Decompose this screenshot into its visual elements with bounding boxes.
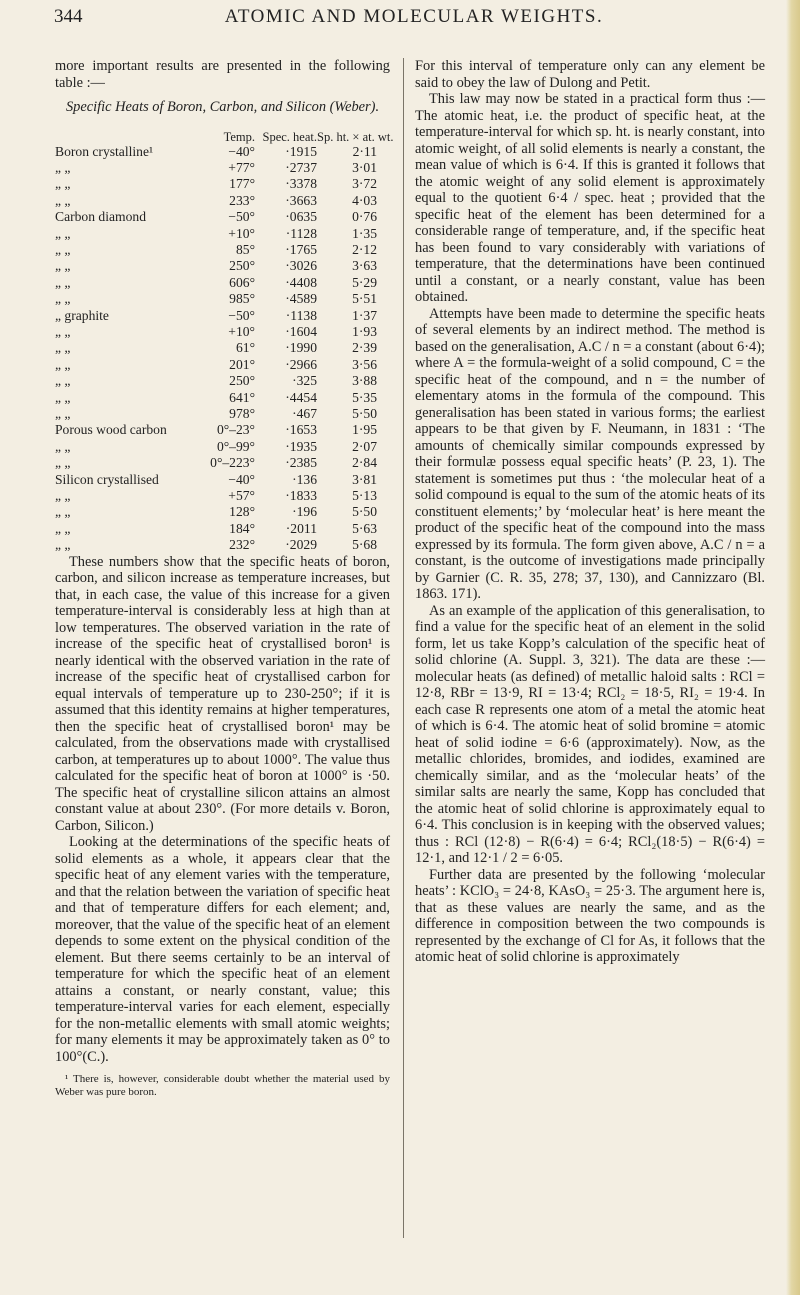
table-row (55, 193, 390, 209)
table-cell: 1·95 (352, 422, 377, 438)
table-cell: 606° (229, 274, 255, 290)
table-row (55, 209, 390, 225)
table-cell: ·1604 (285, 323, 317, 339)
table-cell: „ „ (55, 537, 71, 553)
footnote: ¹ There is, however, considerable doubt whether the material used by Weber was pure boron. (55, 1073, 390, 1098)
table-cell: Carbon diamond (55, 209, 146, 225)
table-cell: ·1765 (285, 241, 317, 257)
table-cell: Porous wood carbon (55, 422, 167, 438)
table-cell: +57° (228, 488, 255, 504)
table-cell: 641° (229, 389, 255, 405)
paragraph: Further data are presented by the following ‘molecular heats’ : KClO₃ = 24·8, KAsO₃ = 25·3. The argument here is, that as these values are nearly the same, and as the difference in composition between the two compounds is represented by the exchange of Cl for As, it follows that the atomic heat of solid chlorine is approximately (415, 866, 765, 965)
table-cell: 1·93 (352, 323, 377, 339)
table-cell: ·3378 (285, 176, 317, 192)
intro-text: more important results are presented in the following table :— (55, 58, 390, 91)
table-cell: +77° (228, 159, 255, 175)
table-cell: 5·13 (352, 488, 377, 504)
table-cell: 3·81 (352, 471, 377, 487)
table-cell: 5·50 (352, 504, 377, 520)
table-row (55, 324, 390, 340)
table-cell: 232° (229, 537, 255, 553)
table-cell: Silicon crystallised (55, 471, 159, 487)
table-cell: „ „ (55, 520, 71, 536)
page-edge (786, 0, 800, 1295)
table-cell: ·325 (292, 373, 317, 389)
table-cell: ·196 (292, 504, 317, 520)
table-cell: +10° (228, 323, 255, 339)
table-cell: 3·01 (352, 159, 377, 175)
table-cell: „ „ (55, 488, 71, 504)
table-cell: 201° (229, 356, 255, 372)
table-cell: 3·88 (352, 373, 377, 389)
table-caption: Specific Heats of Boron, Carbon, and Silicon (Weber). (65, 99, 380, 115)
paragraph: This law may now be stated in a practical form thus :—The atomic heat, i.e. the product of specific heat, at the temperature-interval for which sp. ht. is nearly constant, into atomic weight, of all solid elements is nearly a constant, the mean value of which is 6·4. If this is granted it follows that the atomic weight of any solid element is approximately equal to the quotient 6·4 / spec. heat ; provided that the specific heat of the element has been determined for a considerable range of temperature, and, if the specific heat has been found to vary considerably with variations of temperature, that the determinations have been continued until a constant, or a nearly constant, value has been obtained. (415, 91, 765, 305)
table-cell: ·3663 (285, 192, 317, 208)
table-row (55, 406, 390, 422)
table-cell: 177° (229, 176, 255, 192)
table-cell: „ „ (55, 241, 71, 257)
table-cell: „ „ (55, 406, 71, 421)
table-cell: 2·39 (352, 340, 377, 356)
table-cell: ·1915 (285, 143, 317, 159)
table-row (55, 291, 390, 307)
left-column (55, 58, 394, 1098)
table-cell: 0°–99° (216, 438, 255, 454)
table-row (55, 373, 390, 389)
table-cell: ·2385 (285, 455, 317, 471)
table-cell: −50° (228, 209, 255, 225)
table-cell: 0°–23° (216, 422, 255, 438)
table-cell: „ „ (55, 389, 71, 405)
table-cell: „ „ (55, 438, 71, 454)
table-cell: „ „ (55, 192, 71, 208)
table-cell: 3·63 (352, 258, 377, 274)
table-row (55, 176, 390, 192)
paragraph: As an example of the application of this generalisation, to find a value for the specific heat of an element in the solid form, let us take Kopp’s calculation of the specific heat of solid chlorine (A. Suppl. 3, 321). The data are these :— molecular heats (as defined) of metallic haloid salts : RCl = 12·8, RBr = 13·9, RI = 13·4; RCl₂ = 18·5, RI₂ = 19·4. In each case R represents one atom of a metal the atomic heat of which is 6·4. The atomic heat of solid bromine = atomic heat of solid iodine = 6·6 (approximately). Now, as the metallic chlorides, bromides, and iodides, examined are chemically similar, and as the ‘molecular heats’ of the similar salts are nearly the same, Kopp has concluded that the atomic heat of solid chlorine is approximately equal to 6·4. This conclusion is in keeping with the observed values; thus : RCl (12·8) − R(6·4) = 6·4; RCl₂(18·5) − R(6·4) = 12·1, and 12·1 / 2 = 6·05. (415, 602, 765, 866)
table-row (55, 521, 390, 537)
table-cell: ·3026 (285, 258, 317, 274)
table-row (55, 472, 390, 488)
table-cell: 4·03 (352, 192, 377, 208)
table-cell: ·136 (292, 471, 317, 487)
specific-heat-table (55, 118, 394, 554)
table-cell: 985° (229, 291, 255, 307)
table-row (55, 455, 390, 471)
page-header (54, 6, 774, 36)
table-cell: ·4408 (285, 274, 317, 290)
table-cell: ·1128 (285, 225, 317, 241)
table-cell: „ graphite (55, 307, 109, 323)
paragraph: Attempts have been made to determine the specific heats of several elements by an indirect method. The method is based on the generalisation, A.C / n = a constant (about 6·4); where A = the formula-weight of a solid compound, C = the specific heat of the compound, and n = the number of elementary atoms in the formula of the compound. This generalisation has been stated in various forms; the earliest appears to be that given by F. Neumann, in 1831 : ‘The amounts of chemically similar compounds expressed by their formulæ possess equal specific heats’ (P. 23, 1). The statement is sometimes put thus : ‘the molecular heat of a solid compound is equal to the sum of the atomic heats of its constituent elements;’ by ‘molecular heat’ is here meant the product of the specific heat of the compound into the mass expressed by its formula. The form given above, A.C / n = a constant, is the outcome of investigations made principally by Garnier (C. R. 35, 278; 37, 130), and Cannizzaro (Bl. 1863. 171). (415, 305, 765, 602)
table-row (55, 422, 390, 438)
table-row (55, 242, 390, 258)
table-cell: ·2737 (285, 159, 317, 175)
table-cell: 2·07 (352, 438, 377, 454)
table-cell: ·1833 (285, 488, 317, 504)
table-cell: „ „ (55, 455, 71, 471)
right-column (415, 58, 765, 966)
table-cell: ·1935 (285, 438, 317, 454)
table-cell: 3·56 (352, 356, 377, 372)
table-cell: 978° (229, 406, 255, 421)
table-cell: −50° (228, 307, 255, 323)
table-cell: 0°–223° (210, 455, 255, 471)
table-cell: +10° (228, 225, 255, 241)
table-cell: 1·35 (352, 225, 377, 241)
table-cell: 61° (235, 340, 255, 356)
table-cell: −40° (228, 143, 255, 159)
table-cell: ·2966 (285, 356, 317, 372)
table-cell: 184° (229, 520, 255, 536)
table-cell: „ „ (55, 176, 71, 192)
table-cell: ·2029 (285, 537, 317, 553)
running-title: ATOMIC AND MOLECULAR WEIGHTS. (224, 6, 604, 27)
table-cell: ·1990 (285, 340, 317, 356)
table-cell: „ „ (55, 356, 71, 372)
table-cell: ·4589 (285, 291, 317, 307)
table-cell: 250° (229, 258, 255, 274)
table-row (55, 504, 390, 520)
paragraph: For this interval of temperature only can any element be said to obey the law of Dulong and Petit. (415, 58, 765, 91)
table-cell: „ „ (55, 258, 71, 274)
table-cell: ·0635 (285, 209, 317, 225)
table-cell: 2·11 (352, 143, 377, 159)
table-cell: „ „ (55, 373, 71, 389)
table-cell: „ „ (55, 225, 71, 241)
table-cell: 5·35 (352, 389, 377, 405)
table-cell: −40° (228, 471, 255, 487)
column-divider (403, 58, 404, 1238)
table-cell: 5·68 (352, 537, 377, 553)
table-row (55, 160, 390, 176)
table-cell: „ „ (55, 504, 71, 520)
table-header-row: Temp. Spec. heat. Sp. ht. × at. wt. (223, 129, 394, 144)
table-cell: „ „ (55, 159, 71, 175)
table-row (55, 340, 390, 356)
table-cell: 2·12 (352, 241, 377, 257)
table-cell: 128° (229, 504, 255, 520)
table-cell: 5·63 (352, 520, 377, 536)
table-cell: 233° (229, 192, 255, 208)
table-cell: ·2011 (285, 520, 317, 536)
table-cell: „ „ (55, 340, 71, 356)
table-cell: „ „ (55, 323, 71, 339)
table-cell: 5·51 (352, 291, 377, 307)
table-row (55, 537, 390, 553)
table-cell: „ „ (55, 274, 71, 290)
table-cell: 0·76 (352, 209, 377, 225)
table-cell: 1·37 (352, 307, 377, 323)
table-cell: ·467 (292, 406, 317, 421)
table-cell: 3·72 (352, 176, 377, 192)
table-row (55, 357, 390, 373)
paragraph: These numbers show that the specific heats of boron, carbon, and silicon increase as temperature increases, but that, in each case, the value of this increase for a given temperature-interval is considerably less at high than at low temperatures. The observed variation in the rate of increase of the specific heat of crystallised boron¹ is nearly identical with the observed variation in the rate of increase of the specific heat of crystallised carbon for equal intervals of temperature up to 230-250°; if it is assumed that this identity remains at higher temperatures, then the specific heat of crystallised boron¹ may be calculated, from the observations made with crystallised carbon, at temperatures up to about 1000°. The value thus calculated for the specific heat of boron at 1000° is ·50. The specific heat of crystalline silicon attains an almost constant value at about 230°. (For more details v. Boron, Carbon, Silicon.) (55, 553, 390, 834)
table-cell: 5·29 (352, 274, 377, 290)
table-cell: 2·84 (352, 455, 377, 471)
table-cell: 5·50 (352, 406, 377, 421)
table-cell: ·4454 (285, 389, 317, 405)
paragraph: Looking at the determinations of the specific heats of solid elements as a whole, it appears clear that the specific heat of any element varies with the temperature, and that the relation between the variation of specific heat and that of temperature differs for each element; and, moreover, that the value of the specific heat of an element depends to some extent on the physical condition of the element. But there seems certainly to be an interval of temperature for which the specific heat of an element attains a constant, or nearly constant, value; this temperature-interval varies for each element, especially for the non-metallic elements with small atomic weights; for many elements it may be approximately taken as 0° to 100°(C.). (55, 834, 390, 1065)
table-row (55, 308, 390, 324)
table-cell: 85° (235, 241, 255, 257)
page-number: 344 (54, 6, 83, 27)
table-row (55, 226, 390, 242)
table-row (55, 439, 390, 455)
table-row (55, 258, 390, 274)
table-cell: 250° (229, 373, 255, 389)
table-cell: ·1138 (285, 307, 317, 323)
table-row (55, 275, 390, 291)
table-cell: „ „ (55, 291, 71, 307)
table-cell: ·1653 (285, 422, 317, 438)
table-row (55, 390, 390, 406)
table-cell: Boron crystalline¹ (55, 143, 154, 159)
table-row (55, 144, 390, 160)
table-row (55, 488, 390, 504)
